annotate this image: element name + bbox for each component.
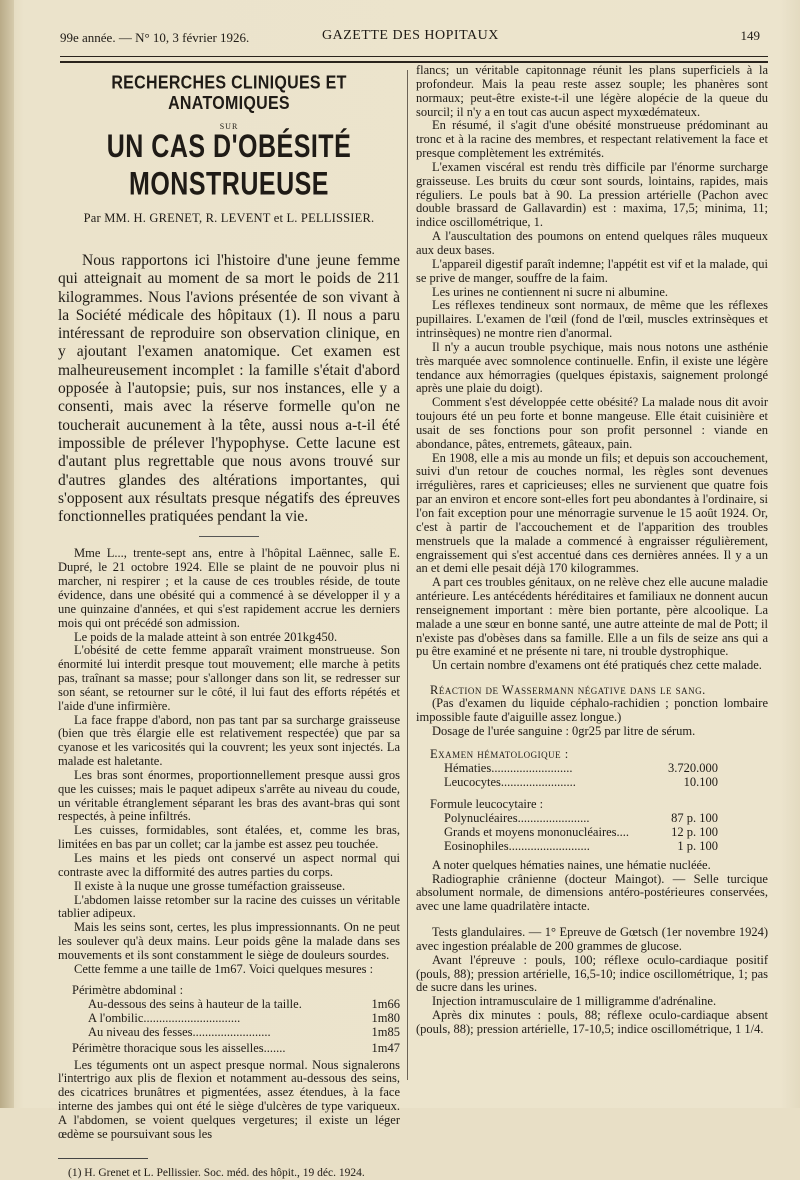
formula-table: [416, 811, 768, 853]
paragraph: Un certain nombre d'examens ont été pratiqués chez cette malade.: [432, 658, 762, 673]
article-abstract: Nous rapportons ici l'histoire d'une jeune femme qui atteignait au moment de sa mort le poids de 211 kilogrammes. Nous l'avions présentée de son vivant à la Société médicale des hôpitaux (1). Il nous a paru intéressant de reproduire son observation clinique, en y ajoutant l'examen anatomique. Cet examen est malheureusement incomplet : la famille s'était d'abord opposée à l'autopsie; puis, sur nos instances, elle y a consenti, mais avec la réserve formelle qu'on ne toucherait aucunement à la tête, aussi nous a-t-il été impossible de prélever l'hypophyse. Cette lacune est d'autant plus regrettable que nous avons trouvé sur d'autres glandes des altérations importantes, qui s'opposent aux résultats presque négatifs des épreuves fonctionnelles pratiquées pendant la vie.: [58, 252, 400, 526]
paragraph: (Pas d'examen du liquide céphalo-rachidien ; ponction lombaire impossible faute d'aiguille assez longue.): [416, 696, 768, 724]
table-value: 1 p. 100: [677, 838, 718, 853]
table-row: [444, 839, 768, 853]
radiography-paragraph: Radiographie crânienne (docteur Maingot). — Selle turcique absolument normale, de dimensions antéro-postérieures conservées, avec une lame quadrilatère intacte.: [416, 871, 768, 914]
footnote-rule: [58, 1158, 148, 1159]
table-value: 12 p. 100: [671, 824, 718, 839]
header-journal: GAZETTE DES HOPITAUX: [322, 28, 499, 43]
right-column: [416, 64, 768, 1037]
paragraph: Comment s'est développée cette obésité? La malade nous dit avoir toujours été un peu forte et bonne mangeuse. Elle était cuisinière et usait de ses fonctions pour son profit personnel : viande en abondance, pâtes, entremets, gâteaux, pain.: [416, 395, 768, 451]
table-row: [444, 825, 768, 839]
measure-row: [58, 997, 400, 1011]
paragraph: flancs; un véritable capitonnage réunit les plans superficiels à la profondeur. Mais la peau reste assez souple; les phanères sont normaux; peut-être existe-t-il une légère alopécie de la queue du sourcil; il n'y a en tout cas aucun aspect myxœdémateux.: [416, 63, 768, 119]
formula-heading: Formule leucocytaire :: [430, 796, 544, 811]
paragraph: Les urines ne contiennent ni sucre ni albumine.: [432, 284, 669, 299]
table-row: [444, 811, 768, 825]
hemato-table: [416, 761, 768, 789]
table-row: [444, 761, 768, 775]
table-label: Grands et moyens mononucléaires....: [444, 824, 630, 839]
thoracic-value: 1m47: [371, 1040, 400, 1055]
table-value: 10.100: [683, 774, 718, 789]
paragraph: L'examen viscéral est rendu très difficile par l'énorme surcharge graisseuse. Les bruits du cœur sont sourds, lointains, rapides, mais réguliers. Le pouls bat à 90. La pression artérielle (Pachon avec double brassard de Gallavardin) est : maxima, 17,5; minima, 11; indice oscillométrique, 1.: [416, 159, 768, 230]
measure-value: 1m80: [371, 1010, 400, 1025]
table-label: Polynucléaires.......................: [444, 810, 590, 825]
article-authors: Par MM. H. GRENET, R. LEVENT et L. PELLISSIER.: [83, 211, 375, 225]
case-text: [58, 547, 400, 976]
paragraph: La face frappe d'abord, non pas tant par sa surcharge graisseuse (bien que très élargie elle est relativement respectée) que par sa cyanose et les varicosités qui la couvrent; les yeux sont injectés. La malade est haletante.: [58, 712, 400, 769]
paragraph: Le poids de la malade atteint à son entrée 201kg450.: [74, 629, 338, 644]
header-page-number: 149: [740, 28, 760, 43]
paragraph: Les réflexes tendineux sont normaux, de même que les réflexes pupillaires. L'examen de l'œil (fond de l'œil, muscles extrinsèques et intrinsèques) ne montre rien d'anormal.: [416, 298, 768, 341]
table-value: 3.720.000: [668, 760, 718, 775]
measure-label: Au niveau des fesses.........................: [88, 1024, 271, 1039]
page-edge: [0, 0, 14, 1108]
thoracic-row: [58, 1041, 400, 1055]
paragraph: Les bras sont énormes, proportionnellement presque aussi gros que les cuisses; mais le paquet adipeux s'arrête au niveau du coude, un véritable étranglement séparant les bras des avant-bras qui sont respectés, à peine infiltrés.: [58, 767, 400, 824]
paragraph: Injection intramusculaire de 1 milligramme d'adrénaline.: [432, 994, 717, 1009]
paragraph: En 1908, elle a mis au monde un fils; et depuis son accouchement, suivi d'un retour de couches normal, les règles sont devenues irrégulières, rares et capricieuses; elles ne survienent que quatre fois par an environ et encore sont-elles fort peu abondantes à l'ordinaire, si l'on fait exception pour une ménorragie survenue le 15 août 1924. Or, c'est à partir de l'accouchement et de l'apparition des troubles menstruels que la malade a commencé à engraisser régulièrement, engraissement qui s'est accentué dans ces dernières années. Il y a un an et demi elle pesait déjà 170 kilogrammes.: [416, 450, 768, 576]
measure-row: [58, 1025, 400, 1039]
paragraph: L'obésité de cette femme apparaît vraiment monstrueuse. Son énormité lui interdit presque tout mouvement; elle marche à petits pas, traînant sa masse; pour s'allonger dans son lit, se redresser sur son séant, se retourner sur le côté, il lui faut des efforts répétés et l'aide d'une infirmière.: [58, 643, 400, 713]
paragraph: A l'auscultation des poumons on entend quelques râles muqueux aux deux bases.: [416, 229, 768, 257]
measure-value: 1m66: [371, 996, 400, 1011]
table-label: Leucocytes........................: [444, 774, 576, 789]
measure-label: Au-dessous des seins à hauteur de la taille.: [88, 996, 302, 1011]
paragraph: En résumé, il s'agit d'une obésité monstrueuse prédominant au tronc et à la racine des membres, et respectant relativement la face et presque complètement les extrémités.: [416, 118, 768, 161]
paragraph: Les cuisses, formidables, sont étalées, et, comme les bras, limitées en bas par un collet; car la jambe est assez peu touchée.: [58, 823, 400, 852]
running-header: [60, 26, 760, 48]
column-divider: [407, 70, 408, 1080]
paragraph: Dosage de l'urée sanguine : 0gr25 par litre de sérum.: [432, 723, 696, 738]
paragraph: Après dix minutes : pouls, 88; réflexe oculo-cardiaque absent (pouls, 88); pression artérielle, 17-10,5; indice oscillométrique, 1 1/4.: [416, 1008, 768, 1036]
paragraph: Il existe à la nuque une grosse tuméfaction graisseuse.: [74, 878, 346, 893]
header-rule: [60, 56, 768, 57]
table-label: Eosinophiles..........................: [444, 838, 590, 853]
paragraph: Mais les seins sont, certes, les plus impressionnants. On ne peut les soulever qu'à deux mains. Leur poids gêne la malade dans ses mouvements et ils sont constamment le siège de douleurs sourdes.: [58, 920, 400, 962]
paragraph: Les mains et les pieds ont conservé un aspect normal qui contraste avec la difformité des autres parties du corps.: [58, 851, 400, 879]
section-separator: [199, 536, 259, 537]
paragraph: Cette femme a une taille de 1m67. Voici quelques mesures :: [74, 961, 374, 976]
paragraph: A part ces troubles génitaux, on ne relève chez elle aucune maladie antérieure. Les antécédents héréditaires et familiaux ne donnent aucun renseignement important : mère bien portante, père alcoolique. La malade a une sœur en bonne santé, une autre atteinte de mal de Pott; il n'existe pas d'obèses dans sa famille. Elle a un fils de seize ans qui a pu être examiné et ne présente ni tare, ni trouble dystrophique.: [416, 575, 768, 659]
hemato-heading: Examen hématologique :: [430, 746, 569, 761]
table-value: 87 p. 100: [671, 810, 718, 825]
footnote: (1) H. Grenet et L. Pellissier. Soc. méd. des hôpit., 19 déc. 1924.: [68, 1166, 365, 1179]
wassermann-heading: Réaction de Wassermann négative dans le sang.: [430, 683, 706, 698]
header-issue: 99e année. — N° 10, 3 février 1926.: [60, 30, 250, 45]
thoracic-label: Périmètre thoracique sous les aisselles.......: [72, 1040, 286, 1055]
paragraph: L'appareil digestif paraît indemne; l'appétit est vif et la malade, qui se prive de manger, souffre de la faim.: [416, 256, 768, 285]
paragraph: Il n'y a aucun trouble psychique, mais nous notons une asthénie très marquée avec somnolence continuelle. Enfin, il existe une légère tendance aux hémorragies (quelques épistaxis, saignement prolongé après une plaie du doigt).: [416, 339, 768, 396]
paragraph: Tests glandulaires. — 1° Epreuve de Gœtsch (1er novembre 1924) avec ingestion préalable de 200 grammes de glucose.: [416, 925, 768, 953]
table-label: Hématies..........................: [444, 760, 573, 775]
measure-label: A l'ombilic...............................: [88, 1010, 241, 1025]
table-row: [444, 775, 768, 789]
article-title: UN CAS D'OBÉSITÉ MONSTRUEUSE: [106, 128, 352, 203]
paragraph: Avant l'épreuve : pouls, 100; réflexe oculo-cardiaque positif (pouls, 88); pression artérielle, 16,5-10; indice oscillométrique, 1; pas de sucre dans les urines.: [416, 952, 768, 995]
measure-row: [58, 1011, 400, 1025]
paragraph: Mme L..., trente-sept ans, entre à l'hôpital Laënnec, salle E. Dupré, le 21 octobre 1924. Elle se plaint de ne pouvoir plus ni marcher, ni respirer ; et la cause de ces troubles réside, de toute évidence, dans une obésité qui a commencé à se développer il y a une quinzaine d'années, et qui s'est rapidement accrue les derniers mois qui ont précédé son admission.: [58, 546, 400, 630]
measures-label: Périmètre abdominal :: [72, 982, 184, 997]
left-column: [58, 66, 400, 1180]
measure-value: 1m85: [371, 1024, 400, 1039]
article-kicker: RECHERCHES CLINIQUES ET ANATOMIQUES: [111, 73, 347, 114]
paragraph: A noter quelques hématies naines, une hématie nucléée.: [432, 857, 711, 872]
paragraph: Les téguments ont un aspect presque normal. Nous signalerons l'intertrigo aux plis de flexion et notamment au-dessous des seins, des cicatrices brunâtres et pigmentées, assez étendues, à la face interne des jambes qui ont été le siège d'ulcères de type variqueux. A l'abdomen, se voient quelques vergetures; il existe un léger œdème se poursuivant sous les: [58, 1057, 400, 1141]
article-sur: SUR: [219, 122, 239, 131]
paragraph: L'abdomen laisse retomber sur la racine des cuisses un véritable tablier adipeux.: [58, 892, 400, 921]
